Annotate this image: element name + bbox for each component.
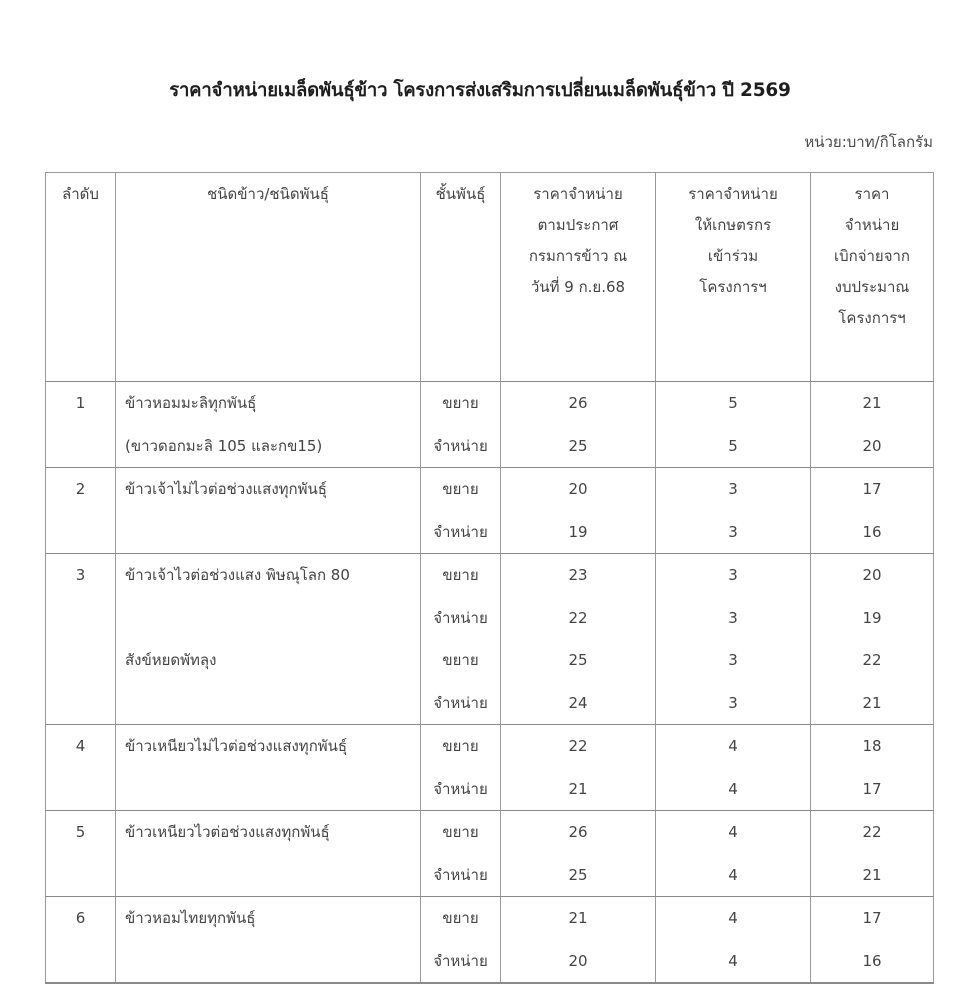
farmer-price-value: 3 (728, 651, 738, 669)
seed-class-value: จำหน่าย (433, 522, 488, 541)
row-number (46, 382, 116, 468)
rice-type-name (125, 682, 420, 725)
seed-class-value: จำหน่าย (433, 951, 488, 970)
header-line: เข้าร่วม (707, 247, 759, 265)
header-line: เบิกจ่ายจาก (833, 247, 911, 265)
farmer-price-value: 5 (728, 394, 738, 412)
rice-type-name (125, 940, 420, 983)
budget-price-value: 17 (862, 909, 882, 927)
rice-type-name (125, 511, 420, 554)
dept-price-value: 26 (568, 394, 588, 412)
row-number (46, 554, 116, 725)
row-number-value: 4 (75, 737, 86, 755)
seed-class-cell (421, 382, 501, 468)
header-line: วันที่ 9 ก.ย.68 (530, 278, 626, 296)
rice-type-name: ข้าวเหนียวไวต่อช่วงแสงทุกพันธุ์ (125, 823, 330, 841)
farmer-price-cell (656, 725, 811, 811)
seed-class-cell (421, 897, 501, 984)
rice-type-cell (116, 554, 421, 725)
farmer-price-value: 4 (728, 779, 738, 798)
farmer-price-value: 3 (728, 608, 738, 627)
seed-class-value: จำหน่าย (433, 693, 488, 712)
table-row (46, 382, 934, 468)
farmer-price-value: 3 (728, 693, 738, 712)
seed-class-value: จำหน่าย (433, 779, 488, 798)
budget-price-value: 17 (862, 779, 882, 798)
row-number-value: 3 (75, 566, 86, 584)
row-number-value: 5 (75, 823, 86, 841)
rice-type-cell (116, 382, 421, 468)
header-line: โครงการฯ (838, 309, 906, 327)
dept-price-value: 22 (568, 737, 588, 755)
rice-type-name: ข้าวเหนียวไม่ไวต่อช่วงแสงทุกพันธุ์ (125, 737, 348, 755)
rice-type-name: ข้าวหอมมะลิทุกพันธุ์ (125, 394, 257, 412)
budget-price-value: 22 (862, 823, 882, 841)
rice-type-name: ข้าวหอมไทยทุกพันธุ์ (125, 909, 256, 927)
row-number (46, 468, 116, 554)
header-budget-price (811, 173, 934, 382)
budget-price-cell (811, 811, 934, 897)
seed-class-value: ขยาย (442, 737, 479, 755)
rice-type-name (125, 597, 420, 640)
farmer-price-value: 4 (728, 951, 738, 970)
table-row (46, 554, 934, 725)
rice-type-name: (ขาวดอกมะลิ 105 และกข15) (125, 436, 323, 455)
row-number (46, 725, 116, 811)
budget-price-value: 20 (862, 566, 882, 584)
dept-price-value: 20 (568, 480, 588, 498)
dept-price-value: 25 (568, 651, 588, 669)
budget-price-value: 20 (862, 436, 882, 455)
dept-price-cell (501, 382, 656, 468)
seed-class-value: ขยาย (442, 394, 479, 412)
rice-type-cell (116, 725, 421, 811)
farmer-price-value: 3 (728, 522, 738, 541)
header-no (46, 173, 116, 382)
row-number-value: 2 (75, 480, 86, 498)
seed-class-value: จำหน่าย (433, 436, 488, 455)
budget-price-value: 16 (862, 951, 882, 970)
farmer-price-value: 3 (728, 480, 738, 498)
farmer-price-cell (656, 468, 811, 554)
table-row (46, 811, 934, 897)
seed-class-value: ขยาย (442, 480, 479, 498)
seed-class-value: ขยาย (442, 909, 479, 927)
budget-price-value: 19 (862, 608, 882, 627)
budget-price-value: 16 (862, 522, 882, 541)
farmer-price-value: 5 (728, 436, 738, 455)
header-line: ราคาจำหน่าย (533, 185, 623, 203)
farmer-price-value: 3 (728, 566, 738, 584)
document-title: ราคาจำหน่ายเมล็ดพันธุ์ข้าว โครงการส่งเสริมการเปลี่ยนเมล็ดพันธุ์ข้าว ปี 2569 (169, 80, 791, 101)
header-line: ให้เกษตรกร (694, 216, 772, 234)
header-line: ลำดับ (62, 185, 99, 203)
budget-price-cell (811, 897, 934, 984)
rice-type-name: ข้าวเจ้าไม่ไวต่อช่วงแสงทุกพันธุ์ (125, 480, 327, 498)
farmer-price-value: 4 (728, 823, 738, 841)
budget-price-cell (811, 725, 934, 811)
dept-price-value: 21 (568, 909, 588, 927)
farmer-price-cell (656, 554, 811, 725)
rice-type-name (125, 768, 420, 811)
header-dept-price (501, 173, 656, 382)
farmer-price-value: 4 (728, 737, 738, 755)
dept-price-value: 26 (568, 823, 588, 841)
header-farmer-price (656, 173, 811, 382)
header-seed-class (421, 173, 501, 382)
seed-class-cell (421, 468, 501, 554)
budget-price-value: 21 (862, 865, 882, 884)
header-line: กรมการข้าว ณ (528, 247, 628, 265)
seed-class-value: ขยาย (442, 566, 479, 584)
rice-type-name: สังข์หยดพัทลุง (125, 651, 217, 669)
dept-price-value: 23 (568, 566, 588, 584)
seed-price-table (45, 172, 934, 984)
farmer-price-value: 4 (728, 909, 738, 927)
header-line: งบประมาณ (834, 278, 910, 296)
budget-price-cell (811, 468, 934, 554)
budget-price-value: 21 (862, 693, 882, 712)
rice-type-cell (116, 897, 421, 984)
header-line: โครงการฯ (699, 278, 767, 296)
farmer-price-value: 4 (728, 865, 738, 884)
dept-price-cell (501, 811, 656, 897)
rice-type-name (125, 854, 420, 897)
rice-type-cell (116, 468, 421, 554)
unit-note: หน่วย:บาท/กิโลกรัม (804, 133, 933, 151)
table-header-row (46, 173, 934, 382)
dept-price-value: 25 (568, 436, 588, 455)
rice-type-name: ข้าวเจ้าไวต่อช่วงแสง พิษณุโลก 80 (125, 566, 350, 584)
seed-class-cell (421, 811, 501, 897)
seed-class-value: จำหน่าย (433, 865, 488, 884)
dept-price-value: 22 (568, 608, 588, 627)
row-number (46, 811, 116, 897)
budget-price-value: 18 (862, 737, 882, 755)
table-body (46, 382, 934, 984)
farmer-price-cell (656, 811, 811, 897)
dept-price-value: 20 (568, 951, 588, 970)
header-rice-type (116, 173, 421, 382)
dept-price-value: 24 (568, 693, 588, 712)
farmer-price-cell (656, 897, 811, 984)
header-line: ตามประกาศ (537, 216, 619, 234)
table-row (46, 468, 934, 554)
seed-class-value: ขยาย (442, 823, 479, 841)
row-number-value: 1 (75, 394, 86, 412)
seed-class-cell (421, 554, 501, 725)
dept-price-value: 25 (568, 865, 588, 884)
row-number (46, 897, 116, 984)
header-line: จำหน่าย (844, 216, 900, 234)
dept-price-cell (501, 897, 656, 984)
dept-price-cell (501, 725, 656, 811)
header-line: ชนิดข้าว/ชนิดพันธุ์ (207, 185, 329, 203)
budget-price-value: 22 (862, 651, 882, 669)
header-line: ราคาจำหน่าย (688, 185, 778, 203)
header-line: ราคา (854, 185, 890, 203)
seed-class-value: ขยาย (442, 651, 479, 669)
dept-price-value: 21 (568, 779, 588, 798)
header-line: ชั้นพันธุ์ (435, 185, 486, 203)
seed-class-value: จำหน่าย (433, 608, 488, 627)
budget-price-cell (811, 382, 934, 468)
budget-price-value: 17 (862, 480, 882, 498)
table-row (46, 897, 934, 984)
dept-price-cell (501, 554, 656, 725)
row-number-value: 6 (75, 909, 86, 927)
rice-type-cell (116, 811, 421, 897)
budget-price-value: 21 (862, 394, 882, 412)
dept-price-cell (501, 468, 656, 554)
budget-price-cell (811, 554, 934, 725)
table-row (46, 725, 934, 811)
seed-class-cell (421, 725, 501, 811)
farmer-price-cell (656, 382, 811, 468)
dept-price-value: 19 (568, 522, 588, 541)
